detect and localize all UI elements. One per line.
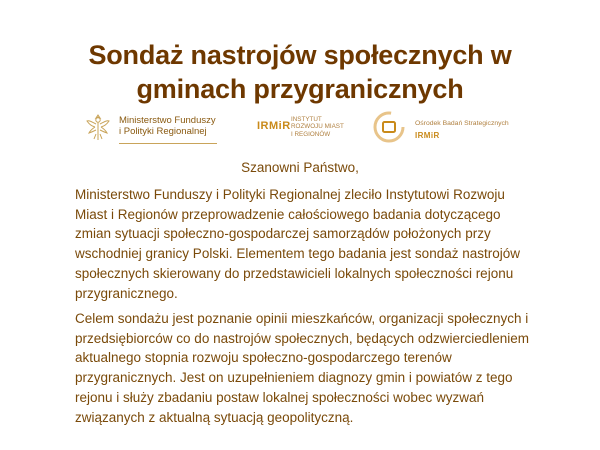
eagle-emblem-icon — [85, 112, 111, 144]
ministry-logo — [85, 112, 220, 146]
osrodek-name: Ośrodek Badań Strategicznych — [415, 120, 509, 127]
survey-title: Sondaż nastrojów społecznych w gminach przygranicznych — [88, 40, 512, 104]
ministry-underline — [119, 143, 217, 144]
partner-logos — [0, 110, 600, 150]
osrodek-brand: IRMiR — [415, 131, 440, 140]
irmir-brand: IRMiR — [257, 120, 291, 132]
irmir-logo — [257, 114, 357, 148]
ring-emblem-icon — [372, 110, 406, 144]
ministry-name: Ministerstwo Funduszy i Polityki Regionalnej — [119, 115, 216, 137]
irmir-institute-name: INSTYTUT ROZWOJU MIAST I REGIONÓW — [291, 116, 344, 138]
letter-greeting: Szanowni Państwo, — [241, 160, 359, 175]
osrodek-logo — [372, 110, 522, 146]
purpose-paragraph: Celem sondażu jest poznanie opinii mieszkańców, organizacji społecznych i przedsiębiorców co do nastrojów społecznych, będących odzwierciedleniem aktualnego stopnia rozwoju społeczno-gospodarczego terenów przygranicznych. Jest on uzupełnieniem diagnozy gmin i powiatów z tego rejonu i służy zbadaniu postaw lokalnej społeczności wobec wyzwań związanych z aktualną sytuacją geopolityczną. — [75, 311, 529, 425]
intro-paragraph: Ministerstwo Funduszy i Polityki Regionalnej zleciło Instytutowi Rozwoju Miast i Regionów przeprowadzenie całościowego badania dotyczącego zmian sytuacji społeczno-gospodarczej samorządów położonych przy wschodniej granicy Polski. Elementem tego badania jest sondaż nastrojów społecznych skierowany do przedstawicieli lokalnych społeczności rejonu przygranicznego. — [75, 187, 520, 301]
